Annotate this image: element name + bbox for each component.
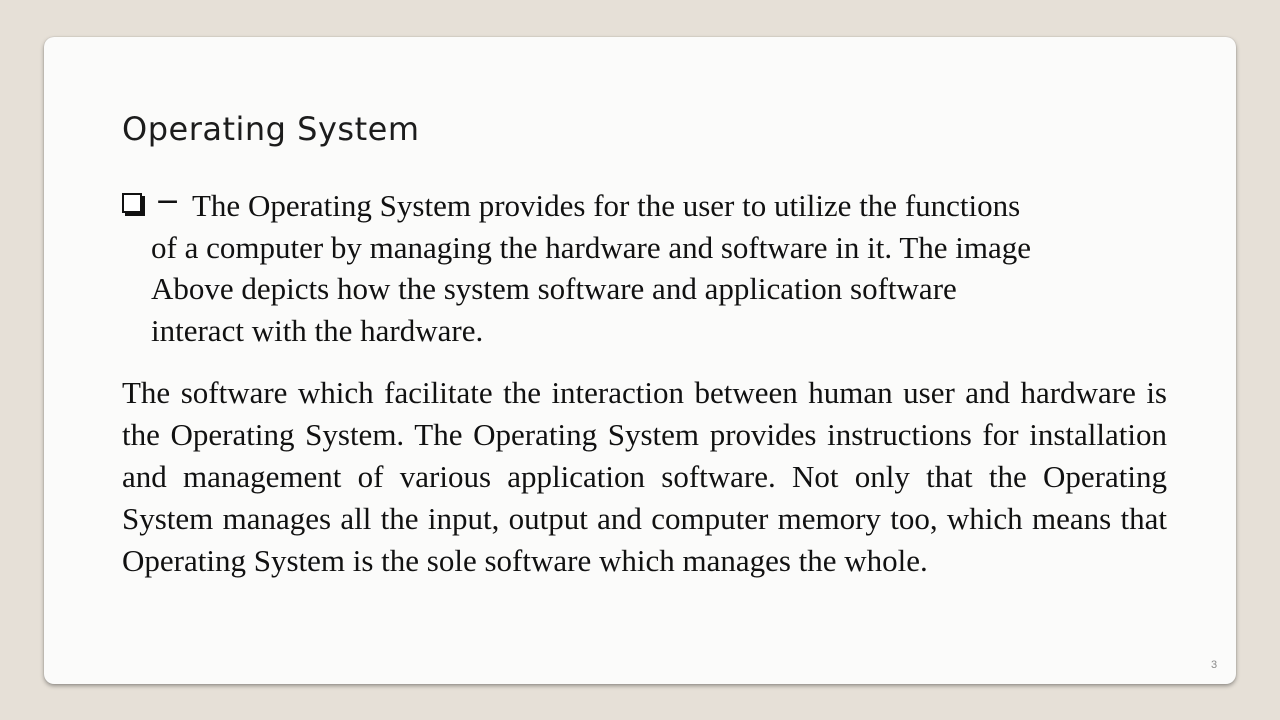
bullet-line: of a computer by managing the hardware and software in it. The image <box>151 230 1032 265</box>
page-number: 3 <box>1211 659 1218 671</box>
bullet-line: interact with the hardware. <box>151 313 484 348</box>
bullet-dash: − <box>155 184 181 219</box>
checkbox-square-icon <box>122 193 142 213</box>
slide-title: Operating System <box>122 110 420 148</box>
bullet-line: Above depicts how the system software and application software <box>151 271 957 306</box>
bullet-line: The Operating System provides for the user to utilize the functions <box>192 188 1021 223</box>
body-paragraph: The software which facilitate the interaction between human user and hardware is the Operating System. The Operating System provides instructions for installation and management of various application software. Not only that the Operating System manages all the input, output and computer memory too, which means that Operating System is the sole software which manages the whole. <box>122 375 1167 578</box>
